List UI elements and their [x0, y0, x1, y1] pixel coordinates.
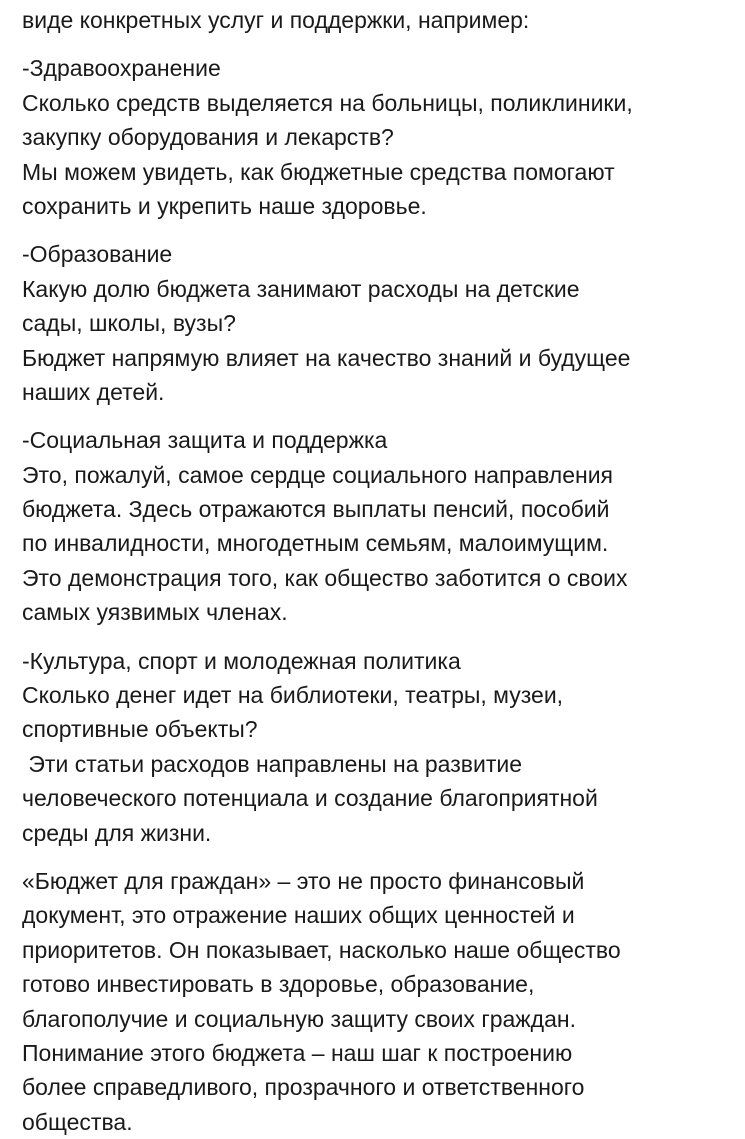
section-culture-sport-youth — [22, 644, 734, 850]
text-line: спортивные объекты? — [22, 716, 258, 743]
section-social-protection — [22, 423, 734, 629]
text-line: общества. — [22, 1108, 133, 1135]
text-line: среды для жизни. — [22, 819, 212, 846]
text-line: Эти статьи расходов направлены на развитие — [22, 750, 522, 777]
text-line: Сколько средств выделяется на больницы, поликлиники, — [22, 89, 633, 116]
section-heading: -Социальная защита и поддержка — [22, 427, 388, 454]
text-line: документ, это отражение наших общих ценностей и — [22, 902, 575, 929]
text-line: сады, школы, вузы? — [22, 310, 236, 337]
text-line: приоритетов. Он показывает, насколько наше общество — [22, 936, 621, 963]
text-line: по инвалидности, многодетным семьям, малоимущим. — [22, 530, 609, 557]
text-line: закупку оборудования и лекарств? — [22, 124, 394, 151]
text-line: наших детей. — [22, 378, 165, 405]
text-line: Бюджет напрямую влияет на качество знаний и будущее — [22, 344, 631, 371]
text-line: человеческого потенциала и создание благоприятной — [22, 785, 598, 812]
text-line: Сколько денег идет на библиотеки, театры, музеи, — [22, 682, 564, 709]
text-line: Мы можем увидеть, как бюджетные средства помогают — [22, 158, 615, 185]
section-education — [22, 237, 734, 409]
paragraph-gap — [22, 223, 734, 237]
paragraph-gap — [22, 850, 734, 864]
text-line: более справедливого, прозрачного и ответственного — [22, 1074, 585, 1101]
text-line: Это демонстрация того, как общество заботится о своих — [22, 564, 628, 591]
section-heading: -Здравоохранение — [22, 55, 221, 82]
section-healthcare — [22, 51, 734, 223]
text-line: готово инвестировать в здоровье, образование, — [22, 971, 535, 998]
text-line: бюджета. Здесь отражаются выплаты пенсий, пособий — [22, 496, 610, 523]
text-line: Какую долю бюджета занимают расходы на детские — [22, 275, 580, 302]
conclusion-paragraph — [22, 864, 734, 1139]
text-line: благополучие и социальную защиту своих граждан. — [22, 1005, 576, 1032]
section-heading: -Культура, спорт и молодежная политика — [22, 647, 461, 674]
text-line: «Бюджет для граждан» – это не просто финансовый — [22, 867, 585, 894]
paragraph-gap — [22, 37, 734, 51]
text-line: виде конкретных услуг и поддержки, например: — [22, 7, 530, 33]
text-line: самых уязвимых членах. — [22, 599, 288, 626]
text-line: Понимание этого бюджета – наш шаг к построению — [22, 1039, 573, 1066]
paragraph-gap — [22, 409, 734, 423]
section-heading: -Образование — [22, 241, 173, 268]
text-line: сохранить и укрепить наше здоровье. — [22, 192, 427, 219]
text-line: Это, пожалуй, самое сердце социального направления — [22, 461, 614, 488]
paragraph-gap — [22, 630, 734, 644]
intro-paragraph — [22, 3, 734, 37]
document-body — [22, 0, 734, 1139]
